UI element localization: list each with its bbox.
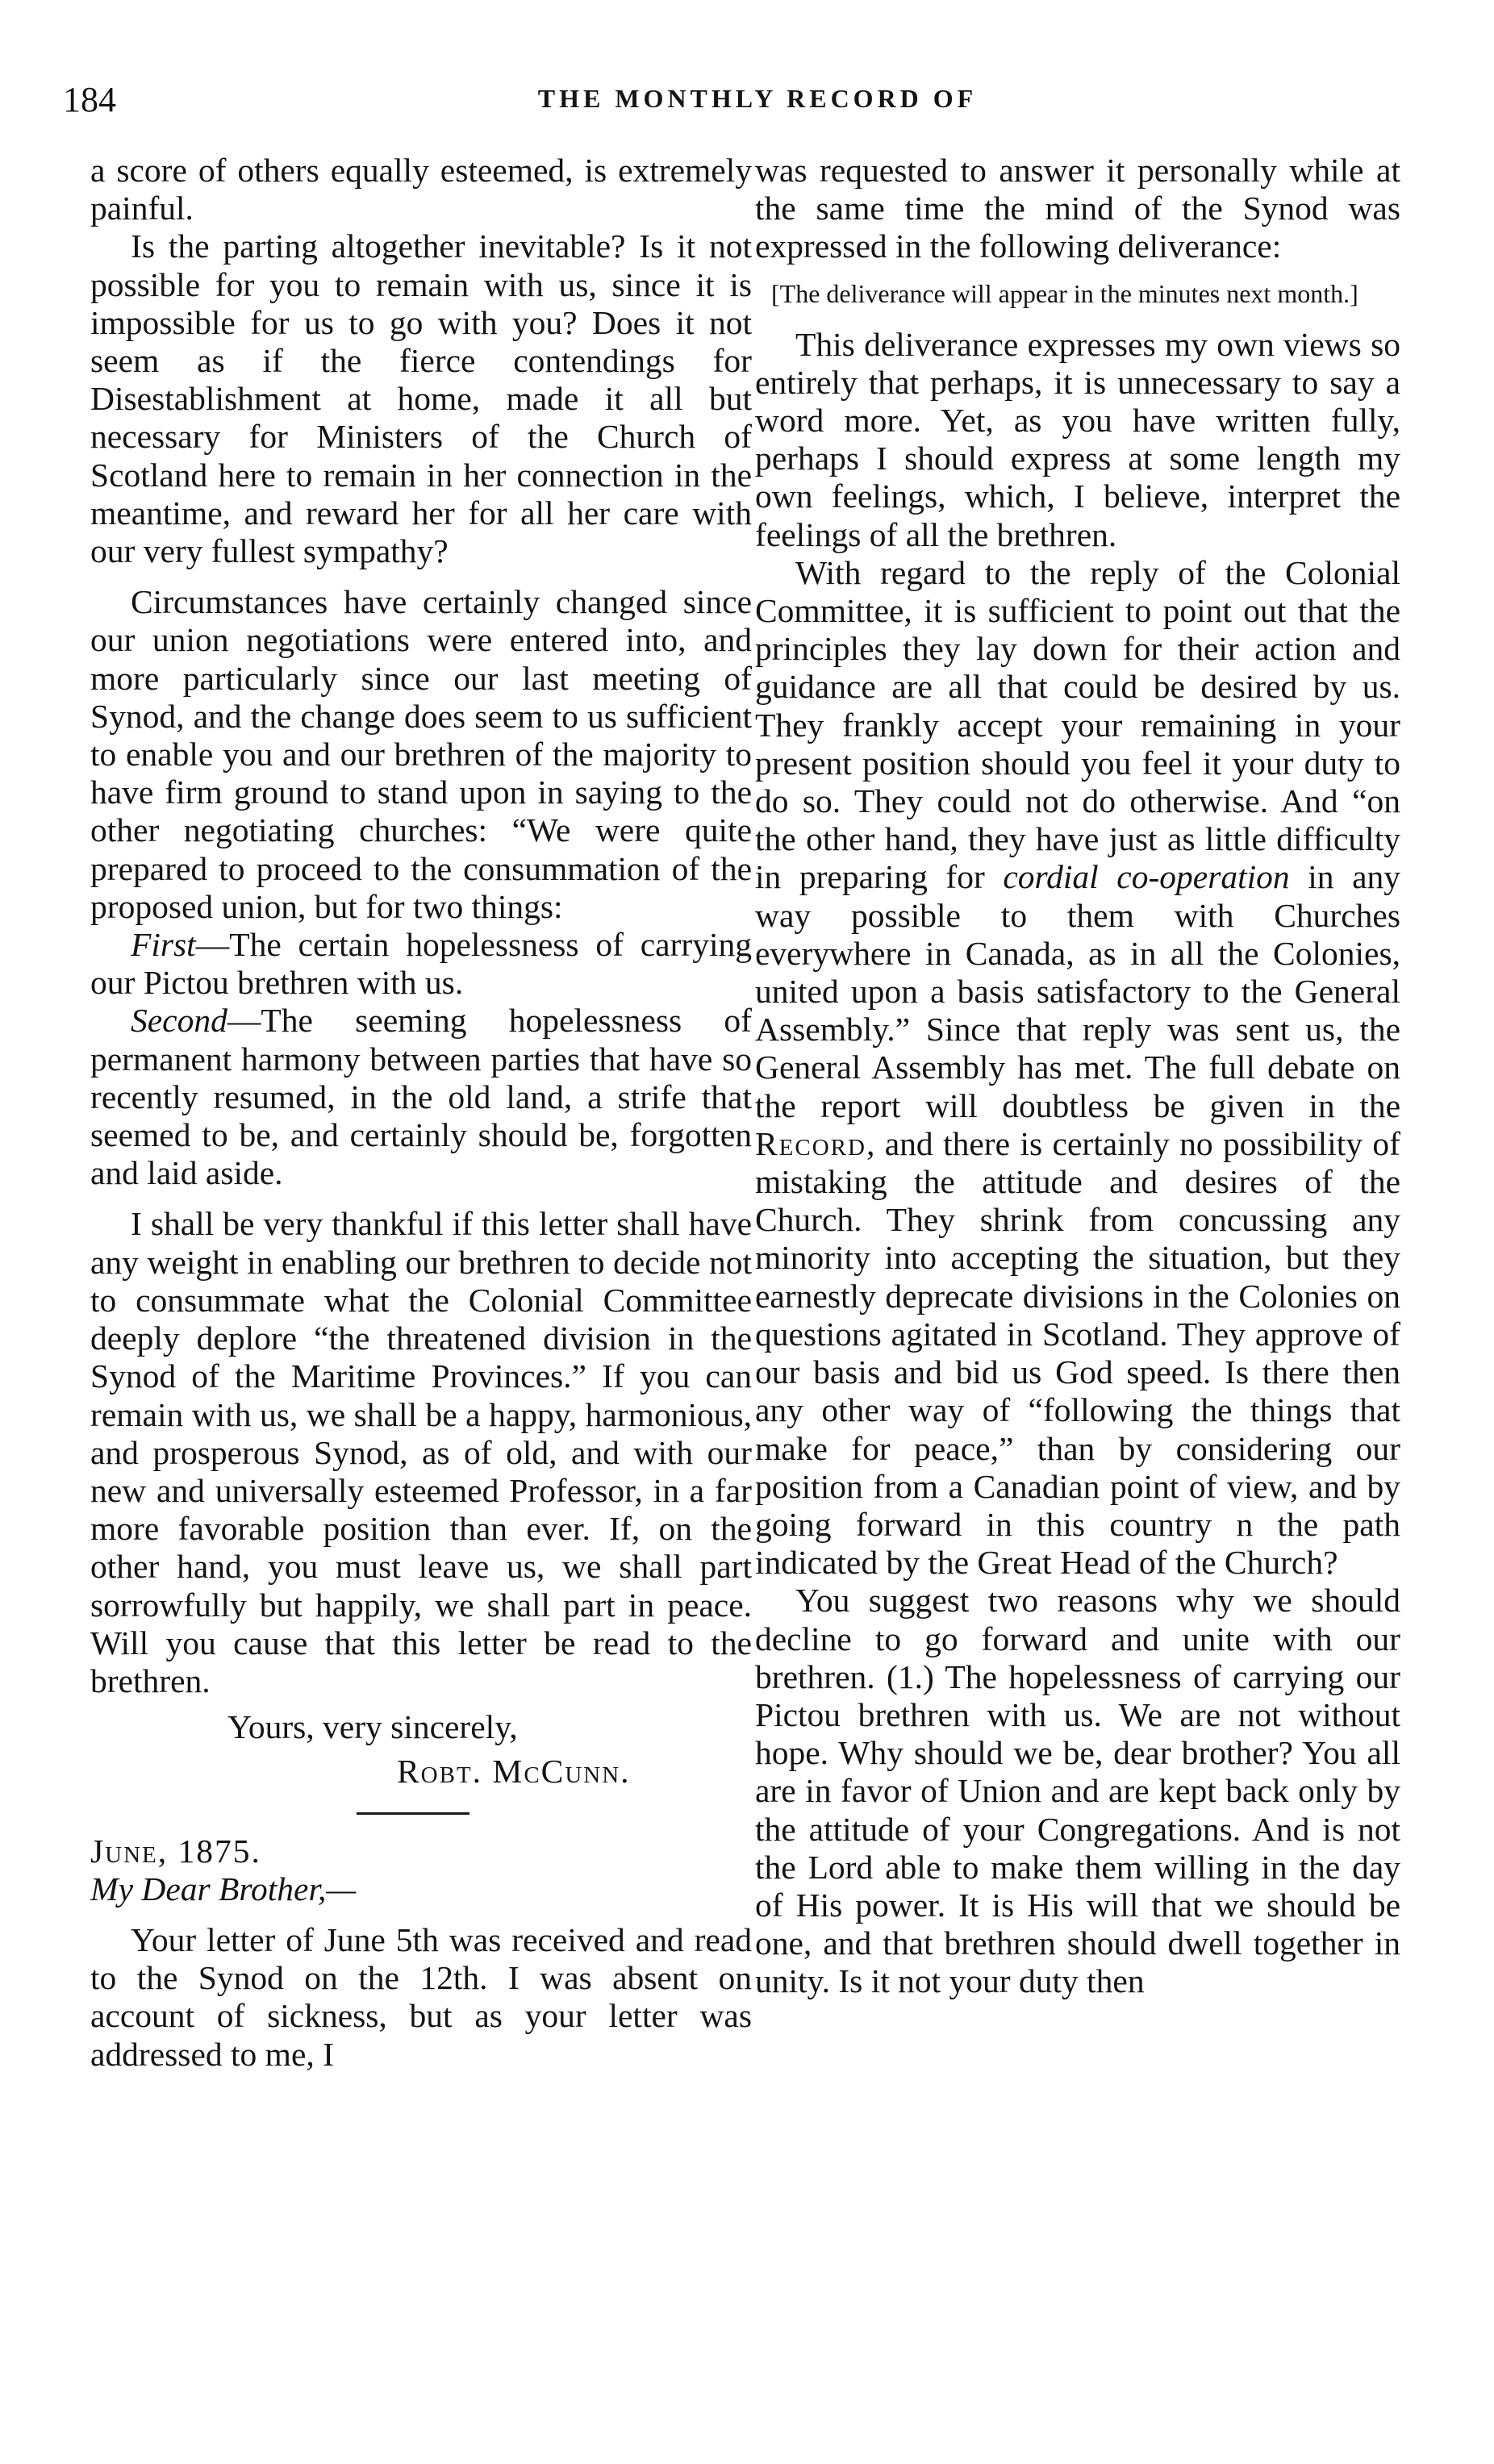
paragraph-text: —The seeming hopelessness of permanent harmony between parties that have so recently resumed, in the old land, a strife that seemed to be, and certainly should be, forgotten and laid aside. <box>90 1002 752 1192</box>
paragraph: I shall be very thankful if this letter shall have any weight in enabling our brethren to decide not to consummate what the Colonial Committee deeply deplore “the threatened division in the Synod of the Maritime Provinces.” If you can remain with us, we shall be a happy, harmonious, and prosperous Synod, as of old, and with our new and universally esteemed Professor, in a far more favorable position than ever. If, on the other hand, you must leave us, we shall part sorrowfully but happily, we shall part in peace. Will you cause that this letter be read to the brethren. <box>90 1205 752 1699</box>
paragraph-text: —The certain hopelessness of carrying our Pictou brethren with us. <box>90 926 752 1002</box>
page-number: 184 <box>63 80 116 119</box>
paragraph: Your letter of June 5th was received and read to the Synod on the 12th. I was absent on account of sickness, but as your letter was addressed to me, I <box>90 1920 752 2073</box>
paragraph <box>90 926 752 1002</box>
paragraph: You suggest two reasons why we should decline to go forward and unite with our brethren. (1.) The hopelessness of carrying our Pictou brethren with us. We are not without hope. Why should we be, dear brother? You all are in favor of Union and are kept back only by the attitude of your Congregations. And is not the Lord able to make them willing in the day of His power. It is His will that we should be one, and that brethren should dwell together in unity. Is it not your duty then <box>755 1582 1400 2000</box>
section-divider <box>357 1812 469 1815</box>
editorial-note: [The deliverance will appear in the minutes next month.] <box>771 278 1358 308</box>
letter-closing: Yours, very sincerely, <box>227 1708 518 1746</box>
paragraph: Is the parting altogether inevitable? Is it not possible for you to remain with us, since it is impossible for us to go with you? Does it not seem as if the fierce contendings for Disestablishment at home, made it all but necessary for Ministers of the Church of Scotland here to remain in her connection in the meantime, and reward her for all her care with our very fullest sympathy? <box>90 227 752 570</box>
letter-signature: Robt. McCunn. <box>397 1753 631 1791</box>
running-head: THE MONTHLY RECORD OF <box>537 84 978 113</box>
letter-salutation: My Dear Brother,— <box>90 1870 357 1907</box>
paragraph <box>755 554 1400 1582</box>
right-column <box>755 152 1400 2001</box>
paragraph-text: , and there is certainly no possibility of mistaking the attitude and desires of the Church. They shrink from concussing any minority into accepting the situation, but they earnestly deprecate divisions in the Colonies on questions agitated in Scotland. They approve of our basis and bid us God speed. Is there then any other way of “following the things that make for peace,” than by considering our position from a Canadian point of view, and by going forward in this country n the path indicated by the Great Head of the Church? <box>755 1124 1400 1582</box>
paragraph: was requested to answer it personally while at the same time the mind of the Synod was expressed in the following deliverance: <box>755 152 1400 265</box>
paragraph: Circumstances have certainly changed since our union negotiations were entered into, and more particularly since our last meeting of Synod, and the change does seem to us sufficient to enable you and our brethren of the majority to have firm ground to stand upon in saying to the other negotiating churches: “We were quite prepared to proceed to the consummation of the proposed union, but for two things: <box>90 583 752 925</box>
paragraph-lead: First <box>131 926 196 964</box>
paragraph-text: in any way possible to them with Churches everywhere in Canada, as in all the Colonies, united upon a basis satisfactory to the General Assembly.” Since that reply was sent us, the General Assembly has met. The full debate on the report will doubtless be given in the <box>755 858 1400 1124</box>
paragraph: a score of others equally esteemed, is extremely painful. <box>90 152 752 227</box>
letter-dateline: June, 1875. <box>90 1832 261 1870</box>
paragraph <box>90 1002 752 1192</box>
paragraph-lead: Second <box>131 1002 227 1040</box>
left-column <box>90 152 752 2074</box>
publication-name: Record <box>755 1124 866 1162</box>
paragraph-text: With regard to the reply of the Colonial Committee, it is sufficient to point out that the principles they lay down for their action and guidance are all that could be desired by us. They frankly accept your remaining in your present position should you feel it your duty to do so. They could not do otherwise. And “on the other hand, they have just as little difficulty in preparing for <box>755 553 1400 896</box>
paragraph: This deliverance expresses my own views so entirely that perhaps, it is unnecessary to say a word more. Yet, as you have written fully, perhaps I should express at some length my own feelings, which, I believe, interpret the feelings of all the brethren. <box>755 325 1400 553</box>
page-header <box>63 79 1452 127</box>
emphasis-text: cordial co-operation <box>1003 858 1290 896</box>
